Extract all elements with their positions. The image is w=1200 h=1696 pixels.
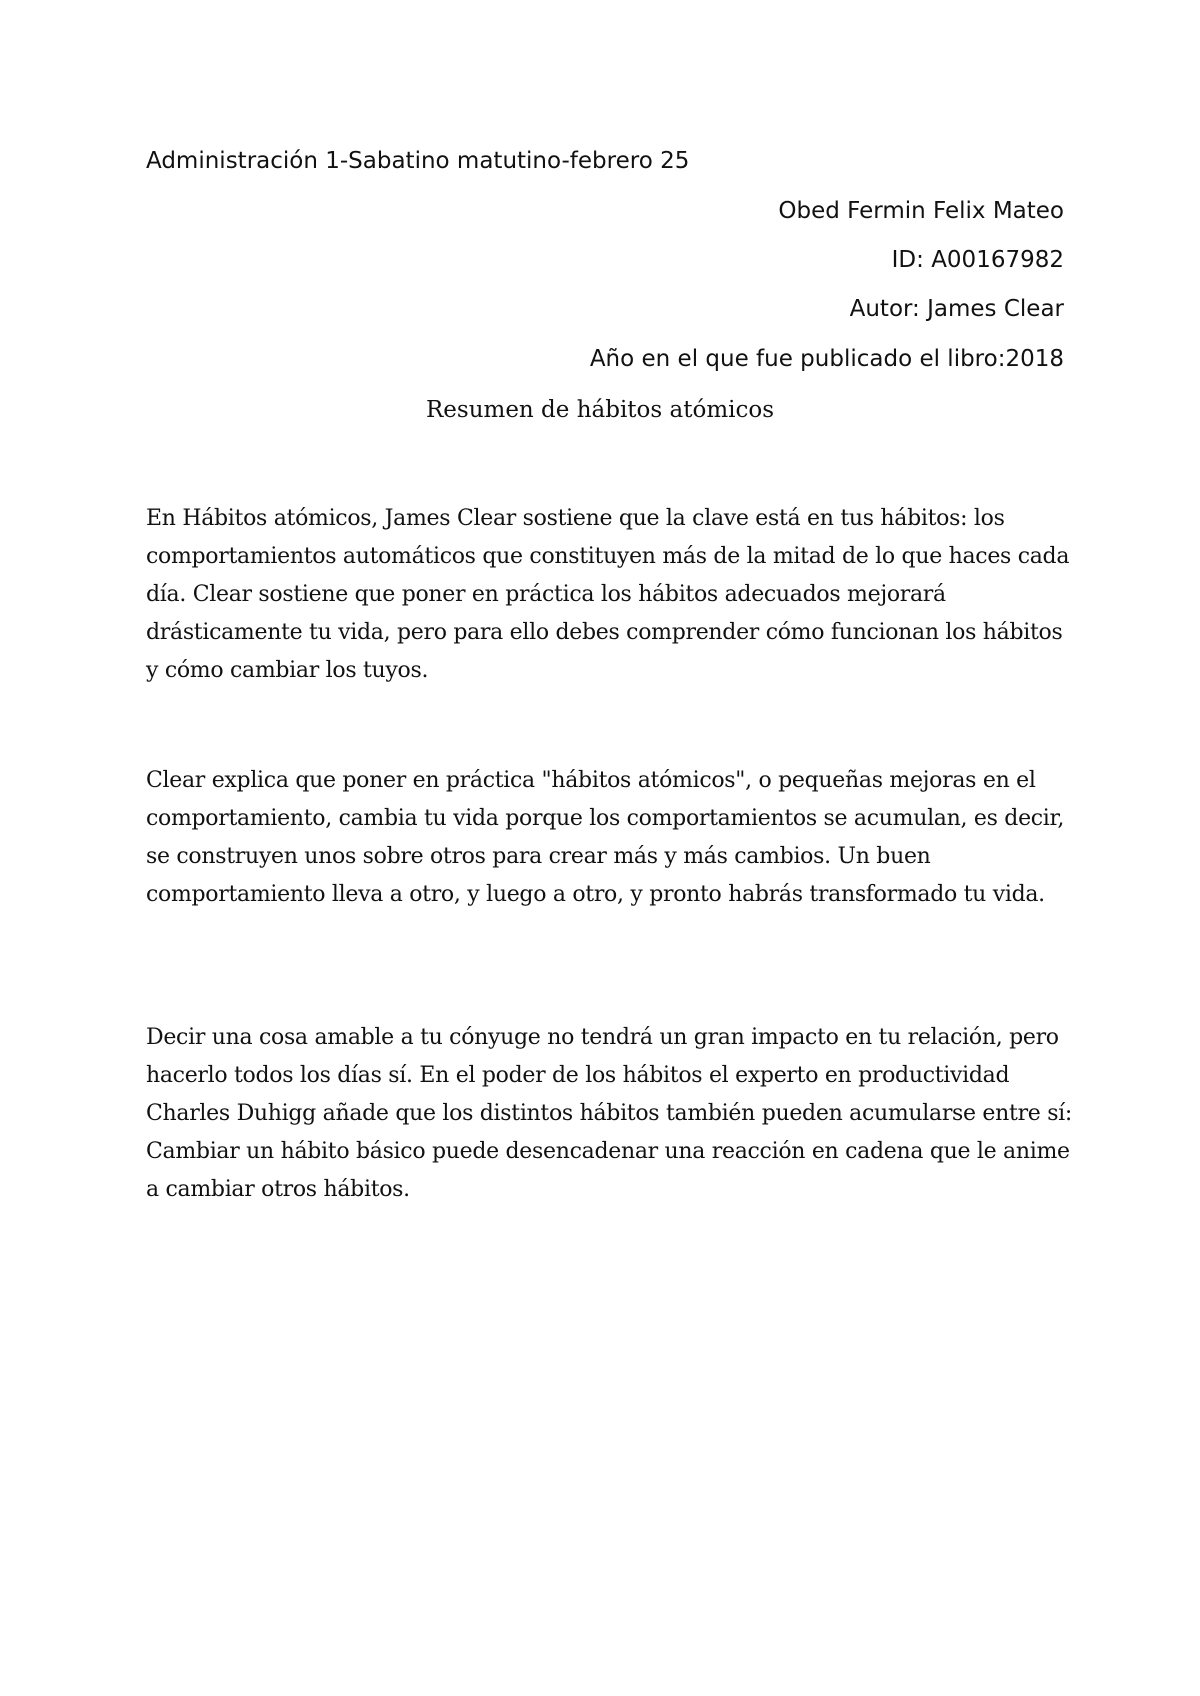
- paragraph-2: Clear explica que poner en práctica "hábitos atómicos", o pequeñas mejoras en el comportamiento, cambia tu vida porque los comportamientos se acumulan, es decir, se construyen unos sobre otros para crear más y más cambios. Un buen comportamiento lleva a otro, y luego a otro, y pronto habrás transformado tu vida.: [146, 768, 1065, 907]
- course-line: Administración 1-Sabatino matutino-febrero 25: [146, 148, 690, 174]
- publication-year: Año en el que fue publicado el libro:2018: [589, 346, 1064, 372]
- paragraph-3: Decir una cosa amable a tu cónyuge no tendrá un gran impacto en tu relación, pero hacerlo todos los días sí. En el poder de los hábitos el experto en productividad Charles Duhigg añade que los distintos hábitos también pueden acumularse entre sí: Cambiar un hábito básico puede desencadenar una reacción en cadena que le anime a cambiar otros hábitos.: [146, 1025, 1073, 1202]
- student-id: ID: A00167982: [891, 247, 1064, 273]
- student-name: Obed Fermin Felix Mateo: [778, 198, 1064, 224]
- paragraph-1: En Hábitos atómicos, James Clear sostiene que la clave está en tus hábitos: los comportamientos automáticos que constituyen más de la mitad de lo que haces cada día. Clear sostiene que poner en práctica los hábitos adecuados mejorará drásticamente tu vida, pero para ello debes comprender cómo funcionan los hábitos y cómo cambiar los tuyos.: [146, 506, 1070, 683]
- document-title: Resumen de hábitos atómicos: [425, 397, 775, 423]
- book-author: Autor: James Clear: [849, 296, 1064, 322]
